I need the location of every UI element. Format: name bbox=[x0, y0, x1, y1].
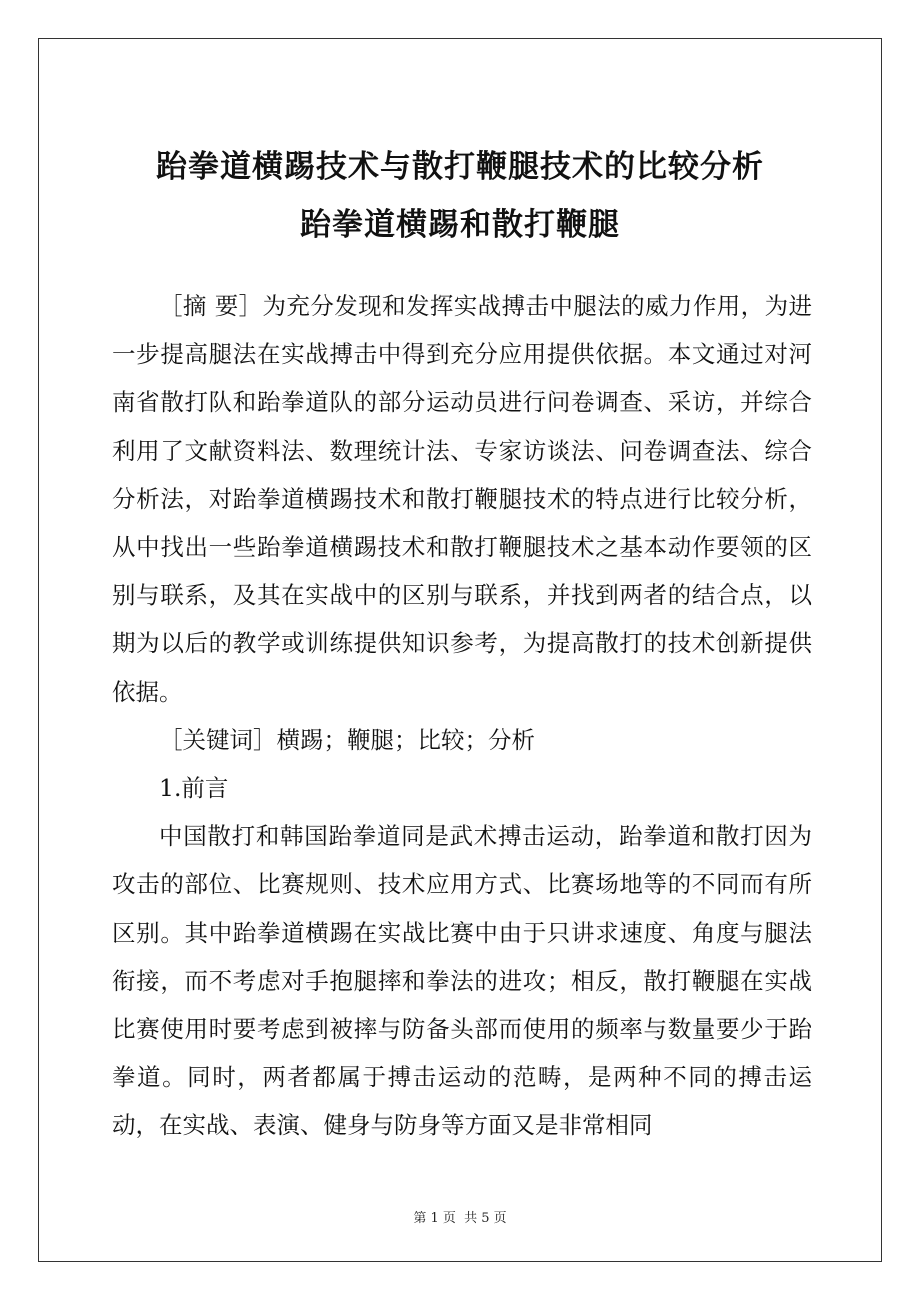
abstract-paragraph: ［摘 要］为充分发现和发挥实战搏击中腿法的威力作用，为进一步提高腿法在实战搏击中得到充分应用提供依据。本文通过对河南省散打队和跆拳道队的部分运动员进行问卷调查、采访，并综合利用了文献资料法、数理统计法、专家访谈法、问卷调查法、综合分析法，对跆拳道横踢技术和散打鞭腿技术的特点进行比较分析，从中找出一些跆拳道横踢技术和散打鞭腿技术之基本动作要领的区别与联系，及其在实战中的区别与联系，并找到两者的结合点，以期为以后的教学或训练提供知识参考，为提高散打的技术创新提供依据。 bbox=[112, 292, 812, 706]
document-body bbox=[112, 282, 812, 1150]
section-heading-preface: 1.前言 bbox=[159, 774, 229, 803]
document-title: 跆拳道横踢技术与散打鞭腿技术的比较分析 bbox=[156, 149, 764, 185]
page-total: 共 5 页 bbox=[464, 1211, 507, 1226]
page-footer bbox=[40, 1207, 880, 1226]
keywords-paragraph: ［关键词］横踢；鞭腿；比较；分析 bbox=[159, 725, 535, 754]
page-number: 第 1 页 bbox=[413, 1211, 456, 1226]
document-subtitle: 跆拳道横踢和散打鞭腿 bbox=[300, 207, 620, 243]
body-paragraph: 中国散打和韩国跆拳道同是武术搏击运动，跆拳道和散打因为攻击的部位、比赛规则、技术应用方式、比赛场地等的不同而有所区别。其中跆拳道横踢在实战比赛中由于只讲求速度、角度与腿法衔接，而不考虑对手抱腿摔和拳法的进攻；相反，散打鞭腿在实战比赛使用时要考虑到被摔与防备头部而使用的频率与数量要少于跆拳道。同时，两者都属于搏击运动的范畴，是两种不同的搏击运动，在实战、表演、健身与防身等方面又是非常相同 bbox=[112, 822, 812, 1140]
